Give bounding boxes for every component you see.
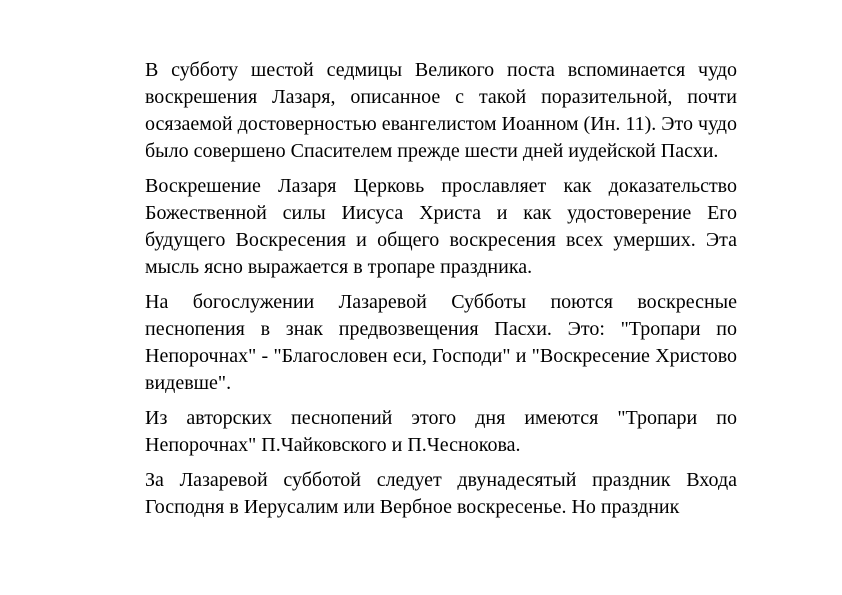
paragraph-service-hymns: На богослужении Лазаревой Субботы поются воскресные песнопения в знак предвозвещения Пасхи. Это: "Тропари по Непорочнах" - "Благословен еси, Господи" и "Воскресение Христово видевше". (145, 291, 737, 394)
paragraph-resurrection-meaning: Воскрешение Лазаря Церковь прославляет как доказательство Божественной силы Иисуса Христа и как удостоверение Его будущего Воскресения и общего воскресения всех умерших. Эта мысль ясно выражается в тропаре праздника. (145, 175, 737, 278)
document-text (145, 57, 737, 529)
paragraph-authored-hymns: Из авторских песнопений этого дня имеются "Тропари по Непорочнах" П.Чайковского и П.Чеснокова. (145, 407, 737, 456)
paragraph-palm-sunday: За Лазаревой субботой следует двунадесятый праздник Входа Господня в Иерусалим или Вербное воскресенье. Но праздник (145, 469, 737, 518)
paragraph-lazarus-miracle: В субботу шестой седмицы Великого поста вспоминается чудо воскрешения Лазаря, описанное с такой поразительной, почти осязаемой достоверностью евангелистом Иоанном (Ин. 11). Это чудо было совершено Спасителем прежде шести дней иудейской Пасхи. (145, 59, 737, 162)
